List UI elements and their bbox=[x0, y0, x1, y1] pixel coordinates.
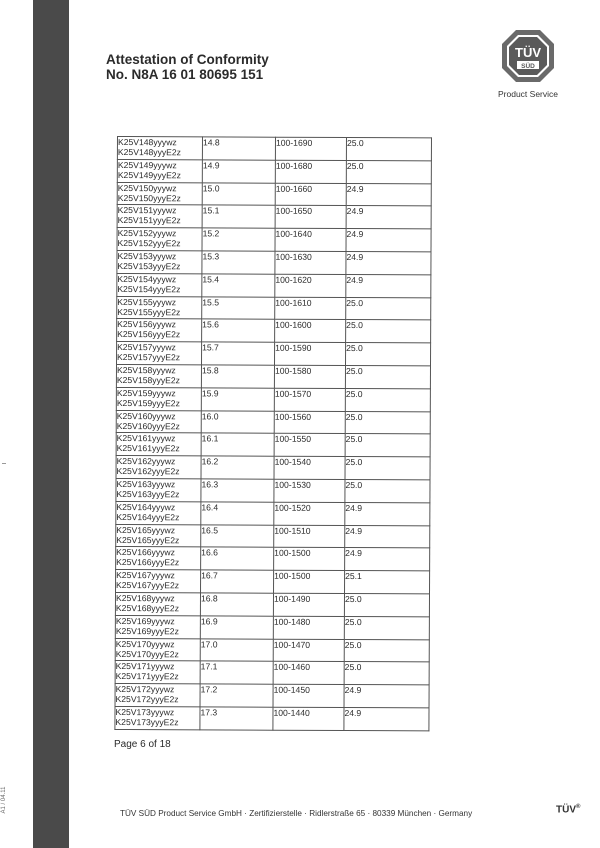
model-wz: K25V161yyywz bbox=[116, 433, 176, 444]
table-row bbox=[115, 661, 429, 685]
range-cell: 100-1610 bbox=[275, 297, 346, 320]
table-row bbox=[115, 638, 429, 662]
table-row bbox=[116, 547, 430, 571]
edge-tick-mark bbox=[2, 463, 6, 464]
footer-brand-mark: ® bbox=[576, 804, 581, 810]
model-wz: K25V160yyywz bbox=[116, 410, 176, 421]
model-wz: K25V157yyywz bbox=[117, 342, 176, 353]
value-cell-1: 16.0 bbox=[201, 410, 274, 433]
model-e2z: K25V150yyyE2z bbox=[117, 192, 181, 203]
value-cell-3: 24.9 bbox=[346, 274, 431, 297]
model-e2z: K25V149yyyE2z bbox=[117, 169, 181, 181]
value-cell-1: 16.4 bbox=[201, 502, 274, 525]
model-cell bbox=[117, 137, 202, 160]
range-cell: 100-1460 bbox=[273, 662, 344, 685]
model-cell bbox=[115, 706, 200, 729]
model-e2z: K25V151yyyE2z bbox=[117, 215, 181, 226]
range-cell: 100-1570 bbox=[274, 388, 345, 411]
value-cell-1: 16.7 bbox=[201, 570, 274, 593]
form-code: A1 / 04.11 bbox=[1, 786, 7, 814]
model-e2z: K25V162yyyE2z bbox=[116, 466, 180, 477]
model-wz: K25V150yyywz bbox=[117, 182, 177, 193]
value-cell-1: 15.8 bbox=[201, 365, 274, 388]
value-cell-1: 16.9 bbox=[200, 616, 273, 639]
value-cell-1: 15.2 bbox=[202, 228, 275, 251]
range-cell: 100-1550 bbox=[274, 434, 345, 457]
value-cell-3: 25.0 bbox=[346, 297, 431, 320]
range-cell: 100-1540 bbox=[274, 456, 345, 479]
model-cell bbox=[117, 250, 202, 273]
certificate-side-band bbox=[33, 0, 92, 848]
model-e2z: K25V168yyyE2z bbox=[115, 602, 180, 614]
table-row bbox=[116, 410, 430, 434]
model-e2z: K25V171yyyE2z bbox=[115, 671, 179, 682]
value-cell-3: 24.9 bbox=[346, 251, 431, 274]
model-wz: K25V167yyywz bbox=[116, 570, 175, 581]
model-cell bbox=[115, 684, 200, 707]
model-e2z: K25V166yyyE2z bbox=[116, 557, 180, 568]
value-cell-3: 25.0 bbox=[345, 365, 430, 388]
model-wz: K25V156yyywz bbox=[117, 319, 176, 330]
range-cell: 100-1450 bbox=[273, 684, 344, 707]
range-cell: 100-1650 bbox=[275, 206, 346, 229]
value-cell-3: 25.0 bbox=[344, 639, 429, 662]
value-cell-1: 15.6 bbox=[202, 319, 275, 342]
value-cell-1: 16.6 bbox=[201, 547, 274, 570]
table-row bbox=[116, 364, 430, 388]
range-cell: 100-1500 bbox=[274, 570, 345, 593]
value-cell-1: 15.9 bbox=[201, 388, 274, 411]
model-cell bbox=[116, 456, 201, 479]
value-cell-1: 16.5 bbox=[201, 524, 274, 547]
model-e2z: K25V161yyyE2z bbox=[116, 443, 180, 454]
value-cell-1: 16.1 bbox=[201, 433, 274, 456]
range-cell: 100-1440 bbox=[273, 707, 344, 730]
table-row bbox=[117, 205, 431, 229]
document-title: Attestation of Conformity bbox=[106, 52, 269, 67]
range-cell: 100-1600 bbox=[275, 320, 346, 343]
document-header bbox=[106, 52, 269, 82]
model-e2z: K25V159yyyE2z bbox=[116, 397, 180, 409]
range-cell: 100-1480 bbox=[273, 616, 344, 639]
model-cell bbox=[116, 570, 201, 593]
logo-brand: TÜV bbox=[515, 45, 541, 60]
model-wz: K25V165yyywz bbox=[116, 524, 176, 535]
side-band-text: ZERTIFIKAT ◆ CERTIFICATE ◆ 認証証書 ◆ СЕРТИФИКАТ ◆ CERTIFICADO ◆ CERTIFICAT bbox=[76, 69, 92, 779]
model-wz: K25V170yyywz bbox=[115, 638, 175, 649]
model-cell bbox=[115, 592, 200, 615]
logo-sub: SÜD bbox=[521, 63, 535, 70]
page-number: Page 6 of 18 bbox=[114, 739, 171, 750]
value-cell-1: 14.8 bbox=[202, 137, 275, 160]
value-cell-3: 25.0 bbox=[344, 616, 429, 639]
range-cell: 100-1530 bbox=[274, 479, 345, 502]
table-row bbox=[117, 137, 431, 161]
model-cell bbox=[116, 478, 201, 501]
model-e2z: K25V167yyyE2z bbox=[116, 580, 180, 591]
model-wz: K25V149yyywz bbox=[117, 159, 177, 171]
model-cell bbox=[117, 205, 202, 228]
model-cell bbox=[117, 296, 202, 319]
value-cell-3: 25.0 bbox=[346, 320, 431, 343]
range-cell: 100-1490 bbox=[273, 593, 344, 616]
footer-tuv-mark bbox=[556, 804, 580, 815]
model-wz: K25V154yyywz bbox=[117, 273, 177, 285]
model-cell bbox=[116, 364, 201, 387]
model-e2z: K25V165yyyE2z bbox=[116, 534, 180, 545]
value-cell-3: 25.0 bbox=[346, 343, 431, 366]
model-wz: K25V163yyywz bbox=[116, 478, 176, 490]
table-row bbox=[116, 570, 430, 594]
model-cell bbox=[117, 273, 202, 296]
range-cell: 100-1580 bbox=[274, 365, 345, 388]
model-cell bbox=[117, 228, 202, 251]
model-e2z: K25V148yyyE2z bbox=[117, 147, 182, 158]
value-cell-3: 25.0 bbox=[345, 479, 430, 502]
value-cell-3: 25.0 bbox=[346, 160, 431, 183]
range-cell: 100-1560 bbox=[274, 411, 345, 434]
model-wz: K25V168yyywz bbox=[115, 592, 175, 604]
value-cell-3: 24.9 bbox=[344, 707, 429, 730]
table-row bbox=[117, 159, 431, 183]
table-row bbox=[116, 456, 430, 480]
table-row bbox=[115, 706, 429, 730]
footer-address: TÜV SÜD Product Service GmbH · Zertifizierstelle · Ridlerstraße 65 · 80339 München · Germany bbox=[120, 809, 473, 818]
value-cell-3: 25.0 bbox=[345, 411, 430, 434]
product-service-caption: Product Service bbox=[498, 89, 558, 99]
value-cell-1: 15.5 bbox=[202, 296, 275, 319]
table-row bbox=[117, 296, 431, 320]
model-wz: K25V159yyywz bbox=[116, 387, 176, 399]
model-cell bbox=[116, 501, 201, 524]
model-cell bbox=[115, 615, 200, 638]
model-e2z: K25V157yyyE2z bbox=[117, 352, 181, 363]
model-wz: K25V162yyywz bbox=[116, 456, 176, 467]
model-e2z: K25V164yyyE2z bbox=[116, 511, 180, 523]
range-cell: 100-1590 bbox=[275, 342, 346, 365]
range-cell: 100-1690 bbox=[275, 137, 346, 160]
value-cell-3: 25.0 bbox=[345, 457, 430, 480]
value-cell-1: 16.3 bbox=[201, 479, 274, 502]
model-e2z: K25V173yyyE2z bbox=[115, 716, 179, 728]
range-cell: 100-1470 bbox=[273, 639, 344, 662]
model-cell bbox=[116, 387, 201, 410]
range-cell: 100-1620 bbox=[275, 274, 346, 297]
value-cell-1: 15.7 bbox=[202, 342, 275, 365]
model-cell bbox=[117, 159, 202, 182]
range-cell: 100-1660 bbox=[275, 183, 346, 206]
model-wz: K25V153yyywz bbox=[117, 250, 177, 262]
table-row bbox=[117, 182, 431, 206]
model-e2z: K25V158yyyE2z bbox=[116, 374, 181, 386]
table-row bbox=[116, 387, 430, 411]
model-e2z: K25V156yyyE2z bbox=[117, 329, 181, 340]
model-e2z: K25V172yyyE2z bbox=[115, 694, 179, 705]
model-cell bbox=[116, 547, 201, 570]
table-row bbox=[116, 433, 430, 457]
range-cell: 100-1500 bbox=[274, 548, 345, 571]
model-wz: K25V172yyywz bbox=[115, 684, 175, 695]
table-row bbox=[117, 273, 431, 297]
model-wz: K25V173yyywz bbox=[115, 706, 175, 718]
model-wz: K25V171yyywz bbox=[115, 661, 175, 672]
model-e2z: K25V169yyyE2z bbox=[115, 625, 179, 637]
model-wz: K25V166yyywz bbox=[116, 547, 175, 558]
table-row bbox=[117, 228, 431, 252]
model-e2z: K25V163yyyE2z bbox=[116, 488, 180, 500]
value-cell-3: 24.9 bbox=[344, 685, 429, 708]
model-cell bbox=[115, 661, 200, 684]
model-cell bbox=[117, 319, 202, 342]
value-cell-3: 24.9 bbox=[346, 229, 431, 252]
value-cell-3: 24.9 bbox=[345, 502, 430, 525]
table-row bbox=[115, 615, 429, 639]
value-cell-1: 15.3 bbox=[202, 251, 275, 274]
value-cell-1: 15.4 bbox=[202, 274, 275, 297]
model-cell bbox=[116, 410, 201, 433]
footer-brand: TÜV bbox=[556, 804, 576, 816]
table-row bbox=[117, 342, 431, 366]
table-row bbox=[117, 319, 431, 343]
table-row bbox=[115, 592, 429, 616]
model-wz: K25V151yyywz bbox=[117, 205, 177, 216]
range-cell: 100-1640 bbox=[275, 228, 346, 251]
table-row bbox=[115, 684, 429, 708]
table-row bbox=[116, 524, 430, 548]
value-cell-3: 24.9 bbox=[346, 206, 431, 229]
model-e2z: K25V152yyyE2z bbox=[117, 238, 181, 249]
value-cell-3: 24.9 bbox=[346, 183, 431, 206]
model-cell bbox=[116, 524, 201, 547]
value-cell-1: 15.0 bbox=[202, 182, 275, 205]
model-e2z: K25V170yyyE2z bbox=[115, 648, 179, 659]
value-cell-1: 17.0 bbox=[200, 638, 273, 661]
value-cell-3: 25.0 bbox=[344, 662, 429, 685]
value-cell-1: 17.3 bbox=[200, 707, 273, 730]
value-cell-1: 17.1 bbox=[200, 661, 273, 684]
range-cell: 100-1630 bbox=[275, 251, 346, 274]
table-row bbox=[117, 250, 431, 274]
model-e2z: K25V153yyyE2z bbox=[117, 260, 181, 272]
model-cell bbox=[115, 638, 200, 661]
value-cell-1: 16.2 bbox=[201, 456, 274, 479]
table-row bbox=[116, 478, 430, 502]
model-wz: K25V164yyywz bbox=[116, 501, 176, 513]
model-wz: K25V148yyywz bbox=[117, 137, 177, 148]
tuv-sud-logo-icon bbox=[500, 28, 556, 84]
model-wz: K25V152yyywz bbox=[117, 228, 177, 239]
value-cell-1: 15.1 bbox=[202, 205, 275, 228]
model-e2z: K25V155yyyE2z bbox=[117, 306, 181, 317]
value-cell-3: 25.0 bbox=[346, 138, 431, 161]
model-wz: K25V158yyywz bbox=[116, 364, 176, 376]
value-cell-3: 25.0 bbox=[344, 593, 429, 616]
value-cell-3: 25.0 bbox=[345, 434, 430, 457]
model-wz: K25V169yyywz bbox=[115, 615, 175, 626]
table-row bbox=[116, 501, 430, 525]
range-cell: 100-1510 bbox=[274, 525, 345, 548]
value-cell-3: 24.9 bbox=[345, 525, 430, 548]
range-cell: 100-1520 bbox=[274, 502, 345, 525]
value-cell-1: 14.9 bbox=[202, 160, 275, 183]
model-cell bbox=[116, 433, 201, 456]
model-e2z: K25V160yyyE2z bbox=[116, 420, 180, 431]
model-e2z: K25V154yyyE2z bbox=[117, 283, 181, 295]
model-wz: K25V155yyywz bbox=[117, 296, 177, 307]
certificate-number: No. N8A 16 01 80695 151 bbox=[106, 67, 264, 82]
model-cell bbox=[117, 182, 202, 205]
value-cell-1: 17.2 bbox=[200, 684, 273, 707]
model-cell bbox=[117, 342, 202, 365]
value-cell-3: 25.1 bbox=[345, 571, 430, 594]
model-ratings-table bbox=[114, 136, 432, 731]
value-cell-1: 16.8 bbox=[200, 593, 273, 616]
value-cell-3: 24.9 bbox=[345, 548, 430, 571]
value-cell-3: 25.0 bbox=[345, 388, 430, 411]
range-cell: 100-1680 bbox=[275, 160, 346, 183]
